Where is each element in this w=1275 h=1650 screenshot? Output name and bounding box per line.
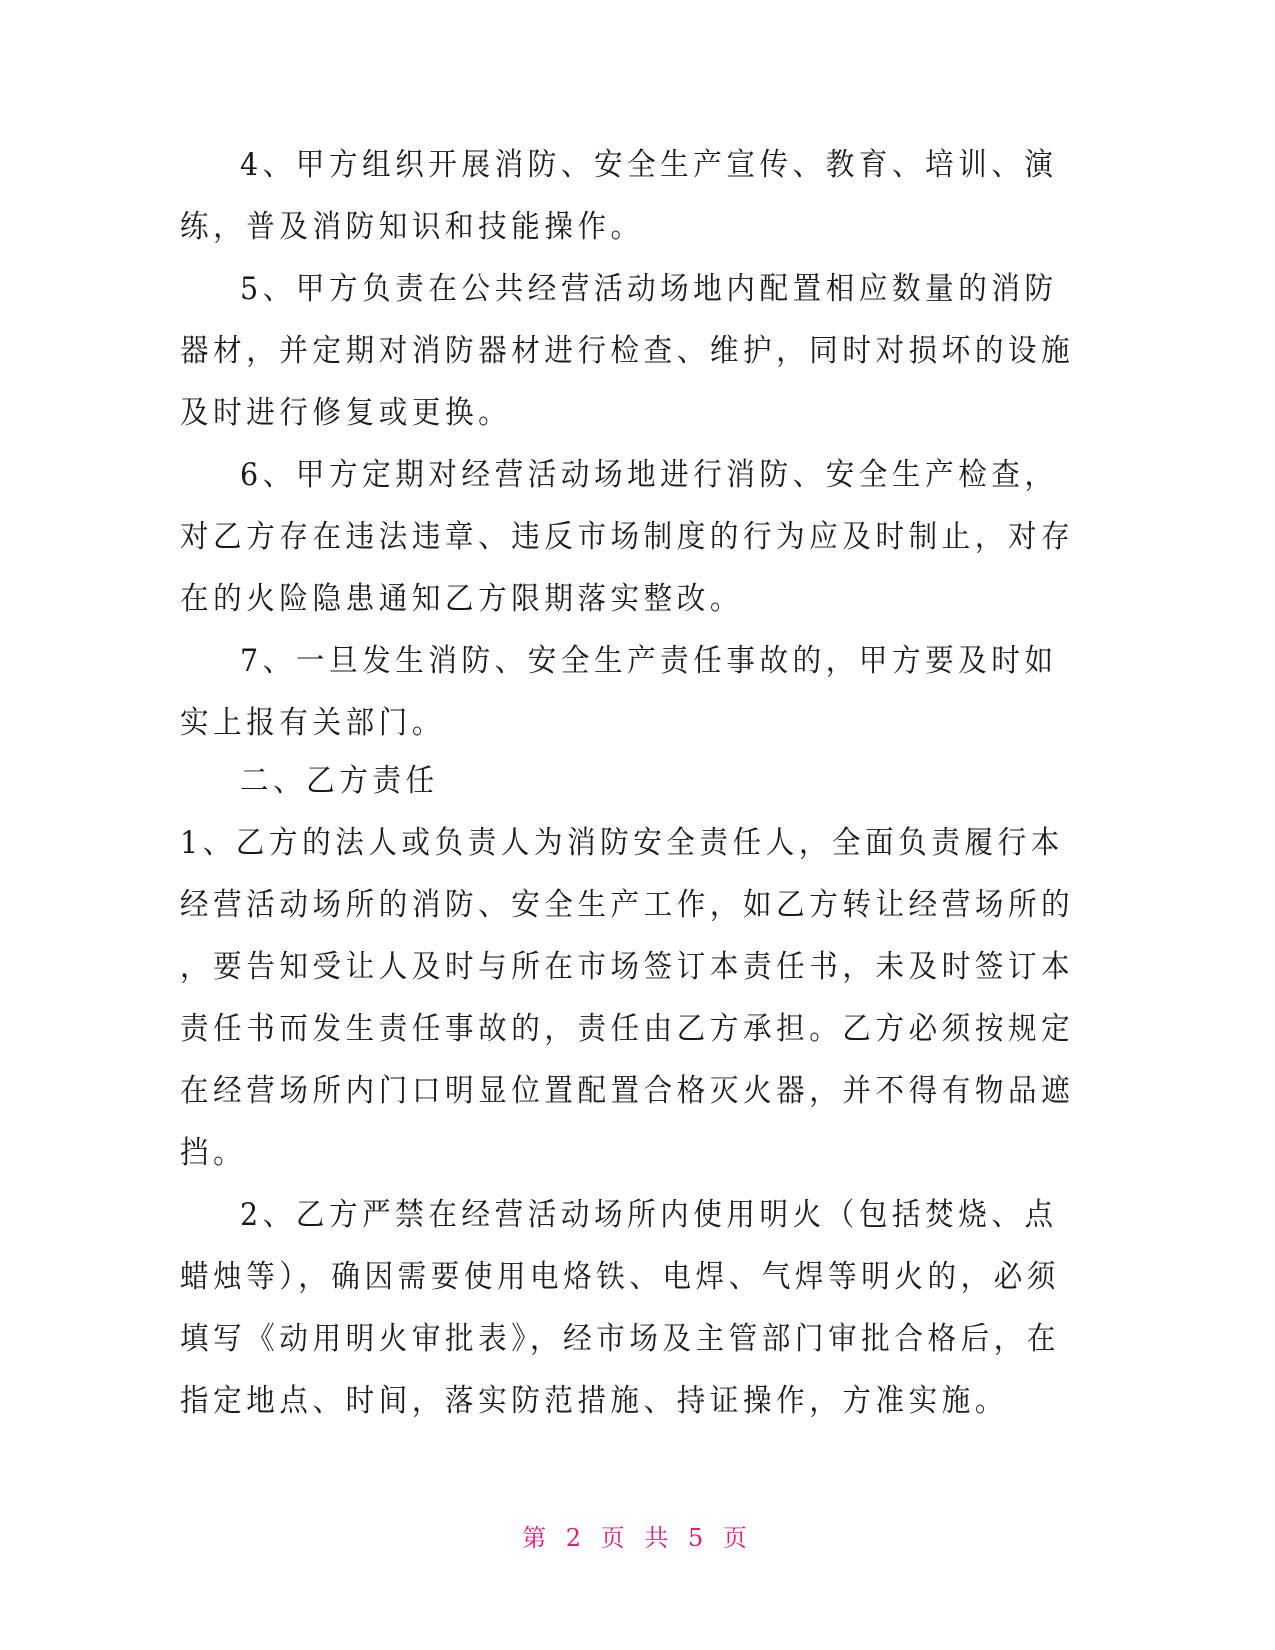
section-heading: 二、乙方责任 bbox=[240, 763, 439, 799]
text-line: 器材，并定期对消防器材进行检查、维护，同时对损坏的设施 bbox=[180, 333, 1075, 369]
text-line: 及时进行修复或更换。 bbox=[180, 395, 512, 431]
text-line: 经营活动场所的消防、安全生产工作，如乙方转让经营场所的 bbox=[180, 887, 1075, 923]
text-line: 指定地点、时间，落实防范措施、持证操作，方准实施。 bbox=[180, 1383, 1008, 1419]
text-line: 5、甲方负责在公共经营活动场地内配置相应数量的消防 bbox=[240, 271, 1058, 307]
text-line: 蜡烛等），确因需要使用电烙铁、电焊、气焊等明火的，必须 bbox=[180, 1259, 1060, 1295]
text-line: 6、甲方定期对经营活动场地进行消防、安全生产检查， bbox=[240, 457, 1058, 493]
text-line: 练，普及消防知识和技能操作。 bbox=[180, 209, 644, 245]
page-number-footer: 第 2 页 共 5 页 bbox=[522, 1524, 753, 1552]
text-line: 填写《动用明火审批表》，经市场及主管部门审批合格后，在 bbox=[180, 1321, 1060, 1357]
text-line: 4、甲方组织开展消防、安全生产宣传、教育、培训、演 bbox=[240, 147, 1058, 183]
text-line: 责任书而发生责任事故的，责任由乙方承担。乙方必须按规定 bbox=[180, 1011, 1075, 1047]
text-line: ，要告知受让人及时与所在市场签订本责任书，未及时签订本 bbox=[180, 949, 1075, 985]
text-line: 7、一旦发生消防、安全生产责任事故的，甲方要及时如 bbox=[240, 643, 1058, 679]
text-line: 挡。 bbox=[180, 1135, 247, 1171]
text-line: 对乙方存在违法违章、违反市场制度的行为应及时制止，对存 bbox=[180, 519, 1075, 555]
text-line: 在的火险隐患通知乙方限期落实整改。 bbox=[180, 581, 744, 617]
text-line: 1、乙方的法人或负责人为消防安全责任人，全面负责履行本 bbox=[180, 825, 1064, 861]
text-line: 实上报有关部门。 bbox=[180, 705, 445, 741]
text-line: 在经营场所内门口明显位置配置合格灭火器，并不得有物品遮 bbox=[180, 1073, 1075, 1109]
text-line: 2、乙方严禁在经营活动场所内使用明火（包括焚烧、点 bbox=[240, 1197, 1058, 1233]
